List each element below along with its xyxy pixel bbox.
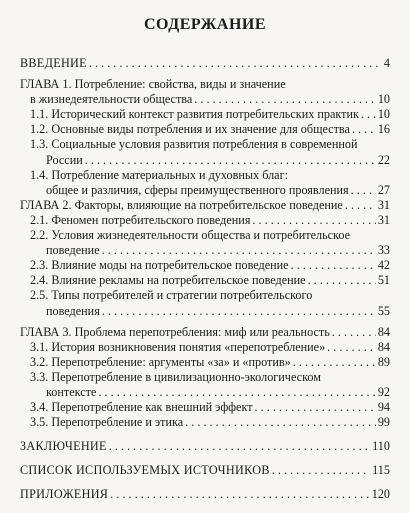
toc-entry-label: 1.1. Исторический контекст развития потребительских практик: [30, 107, 359, 122]
toc-entry-page: 84: [377, 339, 390, 354]
toc-entry-appendix: [20, 487, 390, 502]
toc-entry-page: 27: [377, 182, 390, 197]
dot-leader: [85, 153, 376, 168]
toc-entry-page: 10: [377, 107, 390, 122]
toc-entry-section-2-3: [20, 258, 390, 273]
dot-leader: [98, 385, 375, 400]
toc-entry-label: 3.2. Перепотребление: аргументы «за» и «против»: [30, 354, 291, 369]
toc-entry-page: 33: [377, 243, 390, 258]
toc-entry-label: 3.5. Перепотребление и этика: [30, 415, 184, 430]
page-title: СОДЕРЖАНИЕ: [143, 16, 267, 33]
toc-entry-label: 2.4. Влияние рекламы на потребительское поведение: [30, 273, 306, 288]
toc-entry-page: 16: [377, 122, 390, 137]
toc-entry-label: 2.1. Феномен потребительского поведения: [30, 212, 251, 227]
toc-entry-label-cont: в жизнедеятельности общества: [30, 92, 193, 107]
toc-entry-page: 55: [377, 303, 390, 318]
toc-entry-introduction: [20, 56, 390, 71]
toc-entry-label: 3.1. История возникновения понятия «перепотребление»: [30, 339, 326, 354]
toc-entry-section-2-4: [20, 273, 390, 288]
dot-leader: [109, 439, 370, 454]
toc-entry-label: 3.4. Перепотребление как внешний эффект: [30, 400, 253, 415]
toc-entry-label: 2.3. Влияние моды на потребительское поведение: [30, 258, 289, 273]
toc-entry-label: ЗАКЛЮЧЕНИЕ: [20, 439, 107, 454]
toc-entry-page: 110: [372, 439, 390, 454]
dot-leader: [351, 183, 376, 198]
dot-leader: [293, 355, 376, 370]
toc-entry-section-3-2: [20, 355, 390, 370]
toc-entry-label-cont: общее и различия, сферы преимущественного проявления: [46, 182, 349, 197]
dot-leader: [102, 304, 376, 319]
dot-leader: [327, 340, 376, 355]
dot-leader: [110, 487, 369, 502]
dot-leader: [102, 243, 376, 258]
toc-entry-label: 2.2. Условия жизнедеятельности общества и потребительское: [30, 228, 350, 243]
toc-entry-section-1-2: [20, 122, 390, 137]
toc-entry-page: 120: [371, 487, 390, 502]
toc-entry-section-2-1: [20, 213, 390, 228]
toc-entry-page: 22: [377, 152, 390, 167]
dot-leader: [255, 400, 376, 415]
toc-entry-label-cont: поведение: [46, 243, 100, 258]
toc-entry-label: СПИСОК ИСПОЛЬЗУЕМЫХ ИСТОЧНИКОВ: [20, 463, 270, 478]
dot-leader: [352, 122, 376, 137]
toc-entry-label: ПРИЛОЖЕНИЯ: [20, 487, 109, 502]
toc-entry-conclusion: [20, 439, 390, 454]
dot-leader: [361, 107, 376, 122]
dot-leader: [332, 325, 376, 340]
toc-entry-page: 99: [377, 415, 390, 430]
toc-entry-page: 84: [377, 324, 390, 339]
toc-entry-label: ГЛАВА 3. Проблема перепотребления: миф или реальность: [20, 324, 330, 339]
table-of-contents: [20, 56, 390, 503]
toc-entry-section-3-1: [20, 340, 390, 355]
toc-entry-label: 2.5. Типы потребителей и стратегии потребительского: [30, 288, 313, 303]
toc-entry-label: 1.3. Социальные условия развития потребления в современной: [30, 137, 358, 152]
toc-entry-page: 4: [383, 56, 390, 70]
toc-entry-chapter-3: [20, 325, 390, 340]
dot-leader: [185, 415, 376, 430]
toc-entry-section-3-5: [20, 415, 390, 430]
toc-entry-section-1-1: [20, 107, 390, 122]
toc-entry-label: ГЛАВА 1. Потребление: свойства, виды и значение: [20, 77, 286, 92]
toc-entry-page: 31: [377, 197, 390, 212]
toc-entry-sources: [20, 463, 390, 478]
toc-entry-page: 51: [377, 273, 390, 288]
dot-leader: [252, 213, 375, 228]
toc-entry-section-2-2: [20, 228, 390, 258]
toc-entry-label: 1.4. Потребление материальных и духовных благ:: [30, 167, 288, 182]
toc-entry-label: ГЛАВА 2. Факторы, влияющие на потребительское поведение: [20, 197, 343, 212]
toc-entry-page: 31: [377, 212, 390, 227]
toc-entry-label-cont: России: [46, 152, 83, 167]
toc-entry-label: 3.3. Перепотребление в цивилизационно-экологическом: [30, 369, 321, 384]
toc-entry-section-2-5: [20, 288, 390, 318]
toc-entry-section-1-4: [20, 168, 390, 198]
toc-entry-page: 89: [377, 354, 390, 369]
dot-leader: [89, 56, 382, 71]
toc-entry-section-3-3: [20, 370, 390, 400]
toc-entry-label: ВВЕДЕНИЕ: [20, 56, 87, 70]
toc-entry-chapter-1: [20, 77, 390, 107]
toc-entry-label-cont: поведения: [46, 303, 100, 318]
toc-entry-section-1-3: [20, 137, 390, 167]
toc-entry-chapter-2: [20, 198, 390, 213]
dot-leader: [291, 258, 376, 273]
toc-entry-label: 1.2. Основные виды потребления и их значение для общества: [30, 122, 350, 137]
toc-entry-section-3-4: [20, 400, 390, 415]
dot-leader: [194, 92, 376, 107]
toc-entry-page: 94: [377, 400, 390, 415]
dot-leader: [308, 273, 376, 288]
toc-entry-page: 115: [372, 463, 390, 478]
toc-entry-page: 10: [377, 92, 390, 107]
dot-leader: [345, 198, 376, 213]
toc-entry-page: 92: [377, 384, 390, 399]
toc-entry-page: 42: [377, 258, 390, 273]
dot-leader: [272, 463, 370, 478]
toc-entry-label-cont: контексте: [46, 384, 97, 399]
